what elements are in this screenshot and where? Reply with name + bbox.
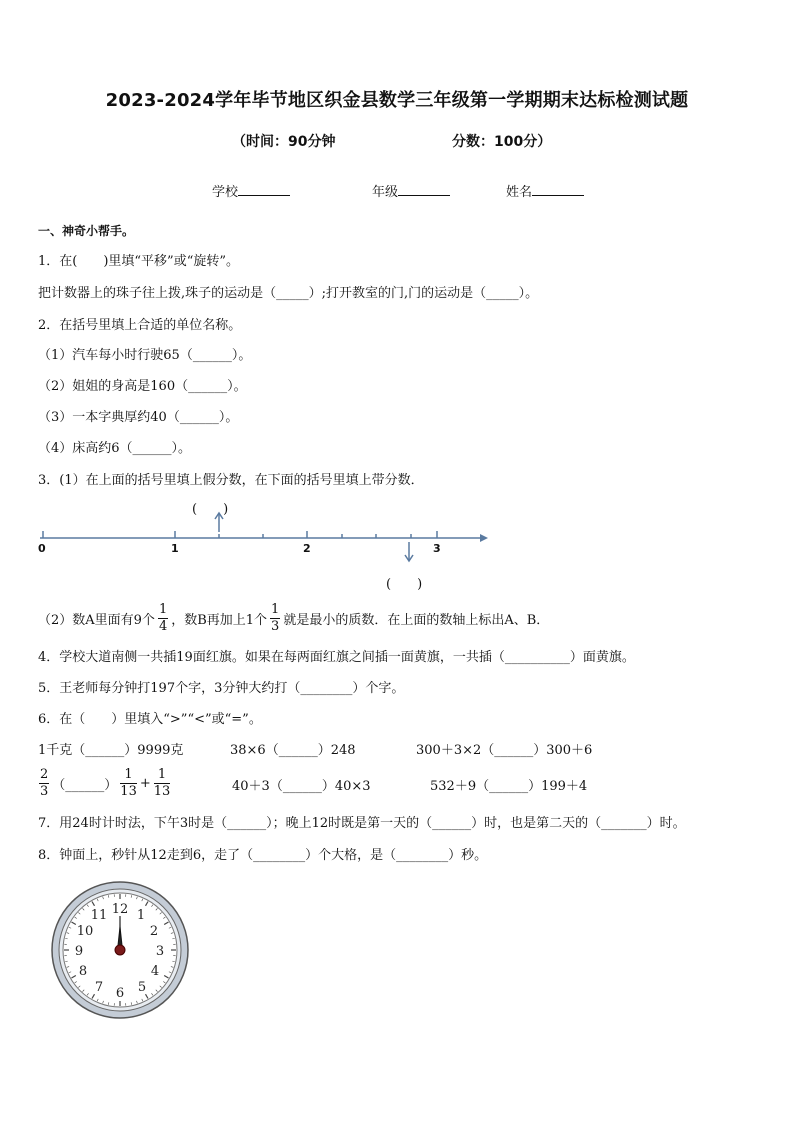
clock-number: 3	[155, 944, 165, 959]
name-field[interactable]	[506, 181, 584, 200]
q5-text: 5．王老师每分钟打197个字，3分钟大约打（________）个字。	[38, 681, 405, 696]
grade-blank[interactable]	[398, 183, 450, 196]
q6-compare: 300＋3×2（______）300＋6	[416, 743, 593, 758]
axis-label: 0	[38, 542, 46, 555]
q6-compare: 40＋3（______）40×3	[232, 779, 371, 794]
number-line-ticks	[43, 531, 437, 538]
q2-item: （3）一本字典厚约40（______）。	[38, 410, 239, 425]
number-line	[30, 510, 500, 570]
q1-prompt: 1．在( )里填“平移”或“旋转”。	[38, 254, 239, 269]
q3-part2-a: （2）数A里面有9个	[38, 612, 155, 628]
q6-blank: （______）	[52, 777, 118, 793]
q7-text: 7．用24时计时法，下午3时是（______）；晚上12时既是第一天的（______）时，也是第二天的（_______）时。	[38, 816, 686, 831]
q6-prompt: 6．在（ ）里填入“>”“<”或“=”。	[38, 712, 262, 727]
axis-label: 1	[171, 542, 179, 555]
axis-label: 3	[433, 542, 441, 555]
fraction-one-thirteenth: $\frac{1}{13}$	[120, 766, 137, 799]
fraction-one-thirteenth: $\frac{1}{13}$	[153, 766, 171, 799]
q2-item: （2）姐姐的身高是160（______）。	[38, 379, 247, 394]
q3-paren-top: ( )	[192, 502, 229, 517]
q3-part2	[38, 598, 549, 638]
grade-label: 年级	[372, 185, 399, 200]
q1-text: 把计数器上的珠子往上拨,珠子的运动是（_____）;打开教室的门,门的运动是（_____）。	[38, 286, 539, 301]
q2-prompt: 2．在括号里填上合适的单位名称。	[38, 318, 242, 333]
down-arrow	[405, 542, 413, 561]
clock-center-pin	[115, 945, 125, 955]
clock-number: 10	[76, 924, 94, 939]
section-heading: 一、神奇小帮手。	[38, 224, 135, 238]
q6-compare: 38×6（______）248	[230, 743, 356, 758]
clock-number: 6	[115, 986, 125, 1001]
clock-number: 7	[94, 980, 104, 995]
q6-compare: 532＋9（______）199＋4	[430, 779, 588, 794]
number-line-arrowhead	[480, 534, 488, 542]
school-blank[interactable]	[238, 183, 290, 196]
name-label: 姓名	[506, 185, 533, 200]
exam-time: （时间：90分钟	[232, 134, 336, 150]
clock-number: 9	[74, 944, 84, 959]
clock-number: 1	[136, 908, 146, 923]
q6-fraction-compare	[36, 762, 173, 804]
school-label: 学校	[212, 185, 239, 200]
q3-prompt: 3．(1）在上面的括号里填上假分数，在下面的括号里填上带分数．	[38, 473, 424, 488]
q3-part2-c: 就是最小的质数．在上面的数轴上标出A、B．	[283, 612, 550, 628]
axis-label: 2	[303, 542, 311, 555]
page-title: 2023-2024学年毕节地区织金县数学三年级第一学期期末达标检测试题	[105, 90, 689, 111]
q8-text: 8．钟面上，秒针从12走到6，走了（________）个大格，是（________）秒。	[38, 848, 488, 863]
q3-part2-b: ，数B再加上1个	[171, 612, 268, 628]
q3-paren-bottom: ( )	[386, 577, 423, 592]
exam-score: 分数：100分）	[452, 134, 552, 150]
fraction-two-thirds: $\frac{2}{3}$	[40, 766, 49, 799]
q4-text: 4．学校大道南侧一共插19面红旗。如果在每两面红旗之间插一面黄旗，一共插（__________）面黄旗。	[38, 650, 635, 665]
plus-sign: +	[139, 775, 151, 791]
clock-image	[50, 878, 190, 1022]
fraction-one-third: $\frac{1}{3}$	[271, 601, 280, 634]
clock-number: 2	[149, 924, 159, 939]
q6-compare: 1千克（______）9999克	[38, 743, 184, 758]
q2-item: （1）汽车每小时行驶65（______）。	[38, 348, 252, 363]
up-arrow	[215, 513, 223, 532]
clock-number: 4	[150, 964, 160, 979]
clock-number: 5	[137, 980, 147, 995]
clock-number: 11	[90, 908, 108, 923]
name-blank[interactable]	[532, 183, 584, 196]
grade-field[interactable]	[372, 181, 450, 200]
clock-number: 12	[111, 902, 129, 917]
clock-number: 8	[78, 964, 88, 979]
school-field[interactable]	[212, 181, 290, 200]
fraction-one-quarter: $\frac{1}{4}$	[158, 601, 168, 634]
q2-item: （4）床高约6（______）。	[38, 441, 192, 456]
